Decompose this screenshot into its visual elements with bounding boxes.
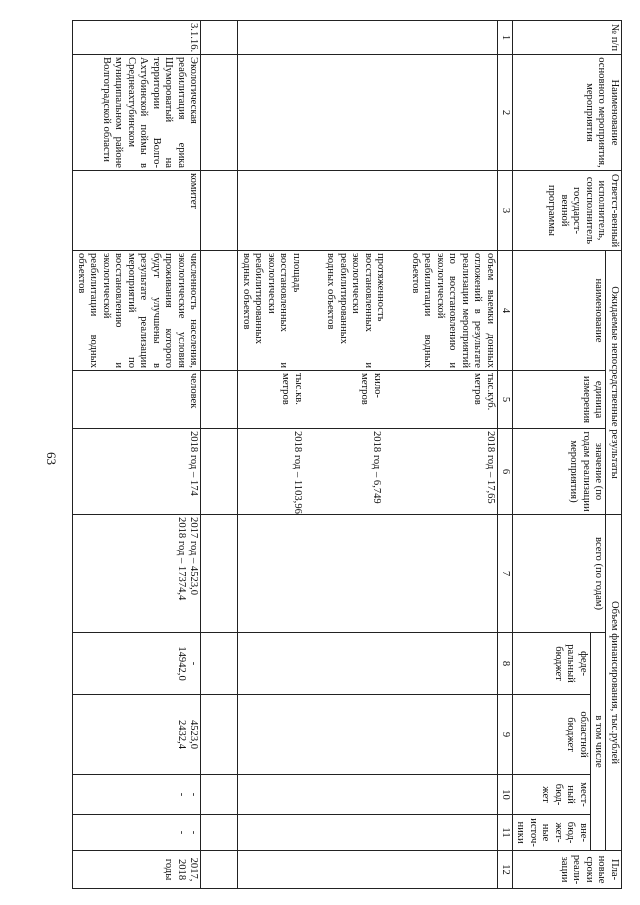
column-number: 12 — [497, 851, 512, 889]
activity-name: Экологическая реабилитация ерика Шумороватый на территории Волго-Ахтубинской поймы в Среднеахтубинском муниципальном районе Волгоградской области — [73, 55, 201, 171]
column-number: 3 — [497, 171, 512, 251]
funding-extrabudget-2017: - — [188, 830, 200, 835]
rotated-page-content — [22, 20, 622, 888]
expected-result-value: 2018 год – 1103,96 — [291, 431, 303, 514]
table-row-spacer — [201, 21, 238, 889]
funding-extrabudget-2018: - — [175, 830, 187, 835]
funding-regional-2017: 4523,0 — [188, 719, 200, 750]
expected-result-name: протяженность восстановленных и экологически реабилитированных водных объектов — [325, 253, 387, 368]
column-number: 10 — [497, 775, 512, 815]
implementation-terms: 2017, 2018 годы — [73, 851, 201, 889]
column-number: 2 — [497, 55, 512, 171]
header-expected: Ожидаемые непосредственные результаты — [606, 251, 622, 515]
header-fund-reg: областной бюджет — [513, 695, 591, 775]
header-exp-unit: единица измерения — [513, 371, 607, 429]
column-number: 5 — [497, 371, 512, 429]
header-fund-total: всего (по годам) — [513, 515, 607, 633]
program-table — [72, 20, 622, 889]
column-number: 6 — [497, 429, 512, 515]
expected-result-unit: тыс.кв. метров — [280, 373, 304, 405]
header-num: № п/п — [513, 21, 622, 55]
expected-result-unit: тыс.куб. метров — [472, 373, 496, 411]
expected-result-unit: человек — [73, 371, 201, 429]
header-name: Наименование основного мероприятия, мероприятия — [513, 55, 622, 171]
header-exp-name: наименование — [513, 251, 607, 371]
table-row — [238, 21, 498, 889]
header-fund-incl: в том числе — [591, 633, 607, 851]
column-number: 7 — [497, 515, 512, 633]
page-number: 63 — [44, 452, 59, 465]
funding-total-2017: 2017 год – 4523,0 — [188, 517, 200, 596]
header-fund-loc: мест-ный бюд-жет — [513, 775, 591, 815]
funding-federal-2017: - — [188, 661, 200, 666]
funding-total-2018: 2018 год – 17374,4 — [175, 517, 187, 601]
funding-local-2017: - — [188, 792, 200, 797]
row-number: 3.1.16. — [73, 21, 201, 55]
header-funding: Объем финансирования, тыс.рублей — [606, 515, 622, 851]
column-number: 11 — [497, 815, 512, 851]
expected-result-value: 2018 год – 6,749 — [371, 431, 383, 504]
column-number: 9 — [497, 695, 512, 775]
header-fund-fed: феде-ральный бюджет — [513, 633, 591, 695]
header-executor: Ответст-венный исполнитель, соисполнитель государст-венной программы — [513, 171, 622, 251]
column-number: 4 — [497, 251, 512, 371]
funding-regional-2018: 2432,4 — [175, 719, 187, 750]
header-terms: Пла-новые сроки реали-зации — [513, 851, 622, 889]
funding-local-2018: - — [175, 792, 187, 797]
expected-result-value: 2018 год – 17,65 — [484, 431, 496, 504]
funding-federal-2018: 14942,0 — [175, 646, 187, 681]
expected-result-name: площадь восстановленных и экологически реабилитированных водных объектов — [240, 253, 302, 368]
expected-result-name: объем выемки донных отложений в результате реализации мероприятий по восстановлению и экологической реабилитации водных объектов — [409, 253, 496, 368]
column-number: 8 — [497, 633, 512, 695]
expected-result-unit: кило-метров — [359, 373, 383, 405]
header-exp-value: значение (по годам реализации мероприятия) — [513, 429, 607, 515]
expected-result-name: численность населения, экологические условия проживания которого будут улучшены в результате реализации мероприятий по восстановлению и экологической реабилитации водных объектов — [73, 251, 201, 371]
responsible-executor: комитет — [73, 171, 201, 251]
header-fund-extra: вне-бюд-жет-ные источ-ники — [513, 815, 591, 851]
column-number: 1 — [497, 21, 512, 55]
expected-result-value: 2018 год – 174 — [73, 429, 201, 515]
table-row — [73, 21, 201, 889]
